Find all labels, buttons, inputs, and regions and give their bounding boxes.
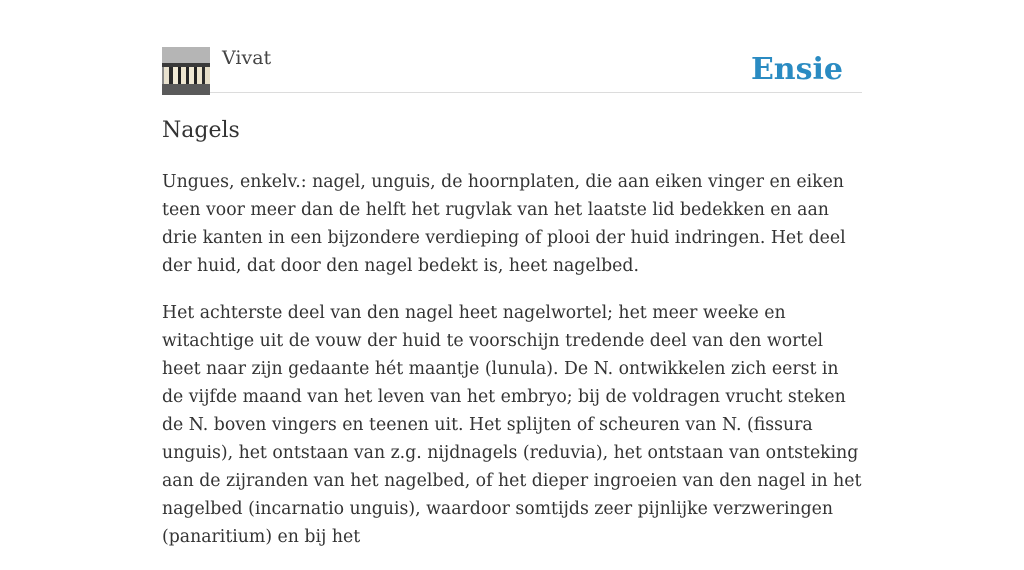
- article-title: Nagels: [162, 118, 240, 143]
- brand-logo[interactable]: Ensie: [750, 52, 843, 87]
- article-body: [162, 168, 864, 570]
- header: [162, 46, 862, 93]
- article-paragraph: Ungues, enkelv.: nagel, unguis, de hoornplaten, die aan eiken vinger en eiken teen voor meer dan de helft het rugvlak van het laatste lid bedekken en aan drie kanten in een bijzondere verdieping of plooi der huid indringen. Het deel der huid, dat door den nagel bedekt is, heet nagelbed.: [162, 172, 846, 276]
- source-name[interactable]: Vivat: [222, 47, 272, 69]
- source-avatar[interactable]: [162, 47, 210, 95]
- article-paragraph: Het achterste deel van den nagel heet nagelwortel; het meer weeke en witachtige uit de vouw der huid te voorschijn tredende deel van den wortel heet naar zijn gedaante hét maantje (lunula). De N. ontwikkelen zich eerst in de vijfde maand van het leven van het embryo; bij de voldragen vrucht steken de N. boven vingers en teenen uit. Het splijten of scheuren van N. (fissura unguis), het ontstaan van z.g. nijdnagels (reduvia), het ontstaan van ontsteking aan de zijranden van het nagelbed, of het dieper ingroeien van den nagel in het nagelbed (incarnatio unguis), waardoor somtijds zeer pijnlijke verzweringen (panaritium) en bij het: [162, 303, 862, 547]
- book-spines-icon: [162, 47, 210, 95]
